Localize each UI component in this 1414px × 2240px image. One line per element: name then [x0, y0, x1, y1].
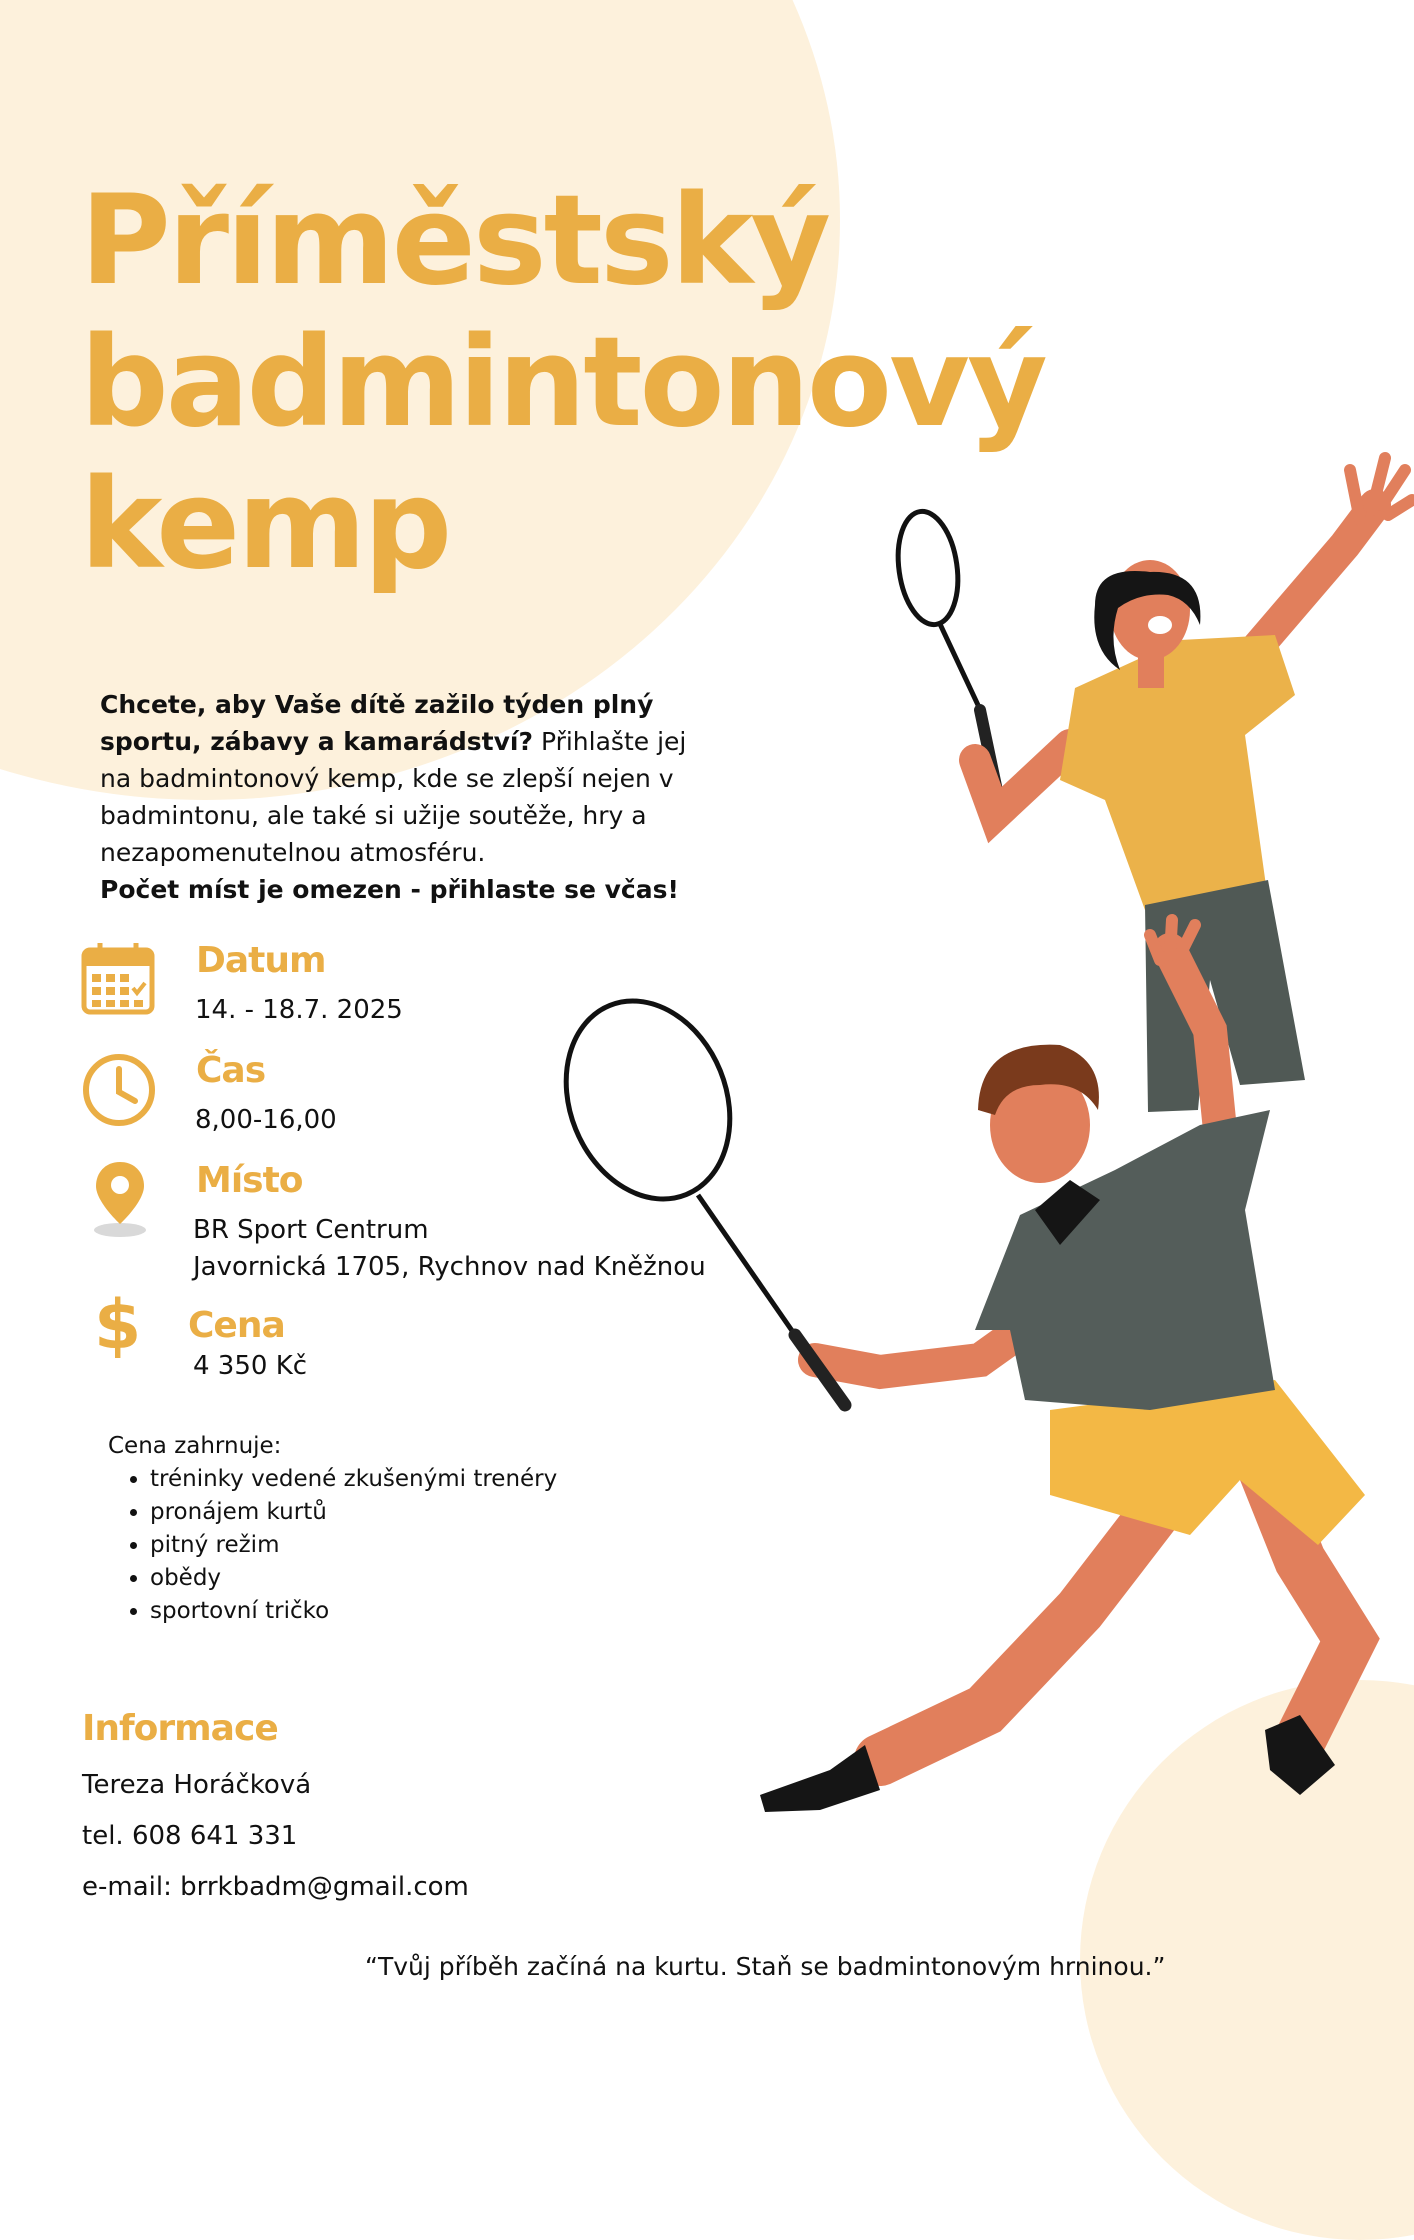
title-line-3: kemp [80, 453, 450, 597]
includes-item: • sportovní tričko [150, 1595, 557, 1628]
contact-email[interactable]: e-mail: brrkbadm@gmail.com [82, 1872, 469, 1902]
intro-lead: Chcete, aby Vaše dítě zažilo týden plný sportu, zábavy a kamarádství? [100, 690, 654, 756]
title-line-1: Příměstský [80, 169, 829, 313]
place-label: Místo [196, 1160, 303, 1201]
contact-title: Informace [82, 1708, 278, 1749]
place-address: Javornická 1705, Rychnov nad Kněžnou [193, 1252, 706, 1282]
includes-section [108, 1430, 557, 1628]
title-line-2: badmintonový [80, 311, 1045, 455]
time-label: Čas [196, 1050, 266, 1091]
location-pin-icon [92, 1158, 148, 1238]
includes-list [108, 1463, 557, 1628]
date-label: Datum [196, 940, 326, 981]
price-value: 4 350 Kč [193, 1351, 308, 1381]
contact-name: Tereza Horáčková [82, 1770, 312, 1800]
intro-body: Přihlašte jej na badmintonový kemp, kde se zlepší nejen v badmintonu, ale také si užije soutěže, hry a nezapomenutelnou atmosféru. [100, 727, 687, 867]
includes-item: • tréninky vedené zkušenými trenéry [150, 1463, 557, 1496]
price-label: Cena [188, 1305, 285, 1346]
includes-item: • obědy [150, 1562, 557, 1595]
dollar-icon: $ [94, 1286, 142, 1365]
includes-item: • pronájem kurtů [150, 1496, 557, 1529]
time-value: 8,00-16,00 [195, 1105, 337, 1135]
date-value: 14. - 18.7. 2025 [195, 995, 403, 1025]
contact-phone[interactable]: tel. 608 641 331 [82, 1821, 298, 1851]
closing-quote: “Tvůj příběh začíná na kurtu. Staň se badmintonovým hrninou.” [365, 1952, 1166, 1981]
includes-item: • pitný režim [150, 1529, 557, 1562]
intro-closing: Počet míst je omezen - přihlaste se včas! [100, 875, 679, 904]
calendar-icon [80, 940, 156, 1016]
intro-paragraph [100, 686, 720, 908]
upper-player [891, 458, 1412, 1112]
includes-heading: Cena zahrnuje: [108, 1433, 282, 1459]
place-venue: BR Sport Centrum [193, 1215, 429, 1245]
clock-icon [82, 1053, 156, 1127]
